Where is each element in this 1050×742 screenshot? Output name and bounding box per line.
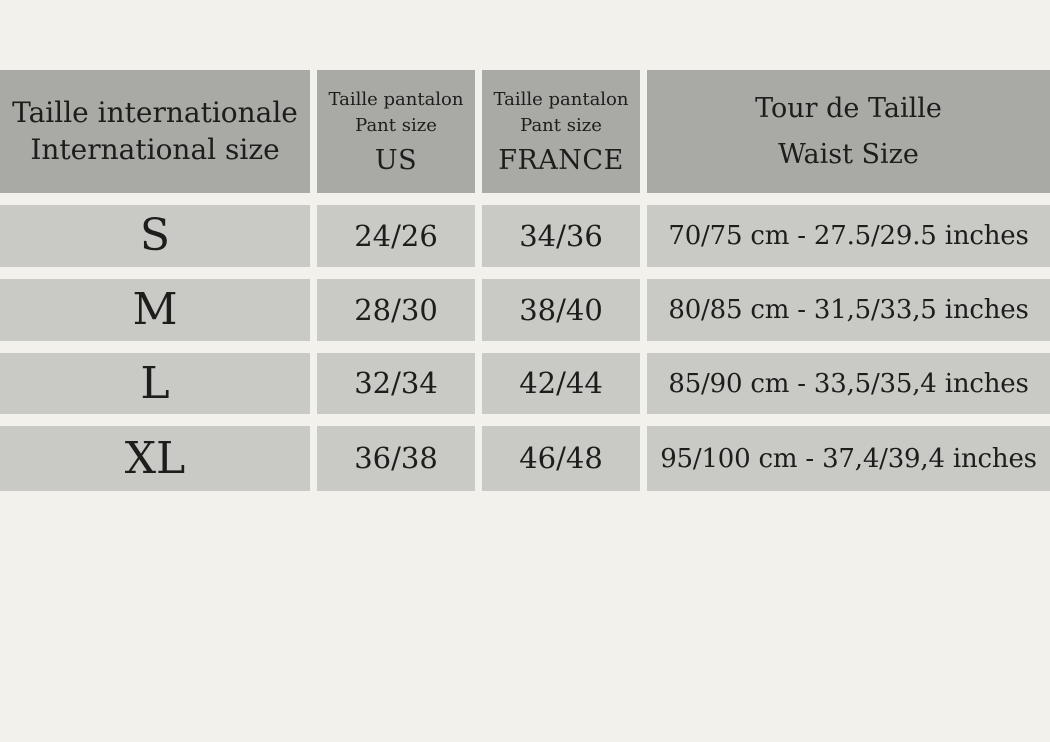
table-row-xl-size-cell <box>0 426 310 491</box>
table-row-s-waist-cell <box>647 205 1050 267</box>
table-row-s-france-cell <box>482 205 640 267</box>
table-row-s-us-cell <box>317 205 475 267</box>
size-conversion-table <box>0 70 1050 491</box>
header-waist-line1: Tour de Taille <box>755 92 942 124</box>
france-size-value: 46/48 <box>519 441 603 475</box>
table-row-m-france-cell <box>482 279 640 341</box>
table-row-xl-france-cell <box>482 426 640 491</box>
table-row-l-waist-cell <box>647 353 1050 414</box>
table-row-l-us-cell <box>317 353 475 414</box>
header-pant-size-us <box>317 70 475 193</box>
size-label: XL <box>124 432 186 484</box>
header-waist-line2: Waist Size <box>778 138 919 170</box>
us-size-value: 24/26 <box>354 218 438 253</box>
table-row-xl-waist-cell <box>647 426 1050 491</box>
header-france-line2: Pant size <box>520 115 602 136</box>
header-france-line1: Taille pantalon <box>493 88 629 110</box>
header-us-line1: Taille pantalon <box>328 88 464 110</box>
waist-size-value: 95/100 cm - 37,4/39,4 inches <box>660 443 1037 474</box>
header-france-region: FRANCE <box>498 145 624 177</box>
header-waist-size <box>647 70 1050 193</box>
us-size-value: 36/38 <box>354 441 438 475</box>
us-size-value: 32/34 <box>354 366 438 400</box>
size-label: S <box>139 210 171 261</box>
table-row-m-size-cell <box>0 279 310 341</box>
table-row-l-size-cell <box>0 353 310 414</box>
header-international-line2: International size <box>30 132 280 166</box>
size-label: M <box>132 284 178 335</box>
header-pant-size-france <box>482 70 640 193</box>
header-us-region: US <box>374 145 418 177</box>
table-row-m-waist-cell <box>647 279 1050 341</box>
waist-size-value: 80/85 cm - 31,5/33,5 inches <box>668 295 1029 325</box>
size-label: L <box>140 357 170 409</box>
header-us-line2: Pant size <box>355 115 437 136</box>
us-size-value: 28/30 <box>354 292 438 327</box>
table-row-s-size-cell <box>0 205 310 267</box>
france-size-value: 42/44 <box>519 366 603 400</box>
table-row-m-us-cell <box>317 279 475 341</box>
header-international-line1: Taille internationale <box>12 95 298 129</box>
table-row-xl-us-cell <box>317 426 475 491</box>
waist-size-value: 70/75 cm - 27.5/29.5 inches <box>668 221 1029 251</box>
table-row-l-france-cell <box>482 353 640 414</box>
waist-size-value: 85/90 cm - 33,5/35,4 inches <box>668 368 1029 399</box>
france-size-value: 34/36 <box>519 218 603 253</box>
header-international-size <box>0 70 310 193</box>
france-size-value: 38/40 <box>519 292 603 327</box>
